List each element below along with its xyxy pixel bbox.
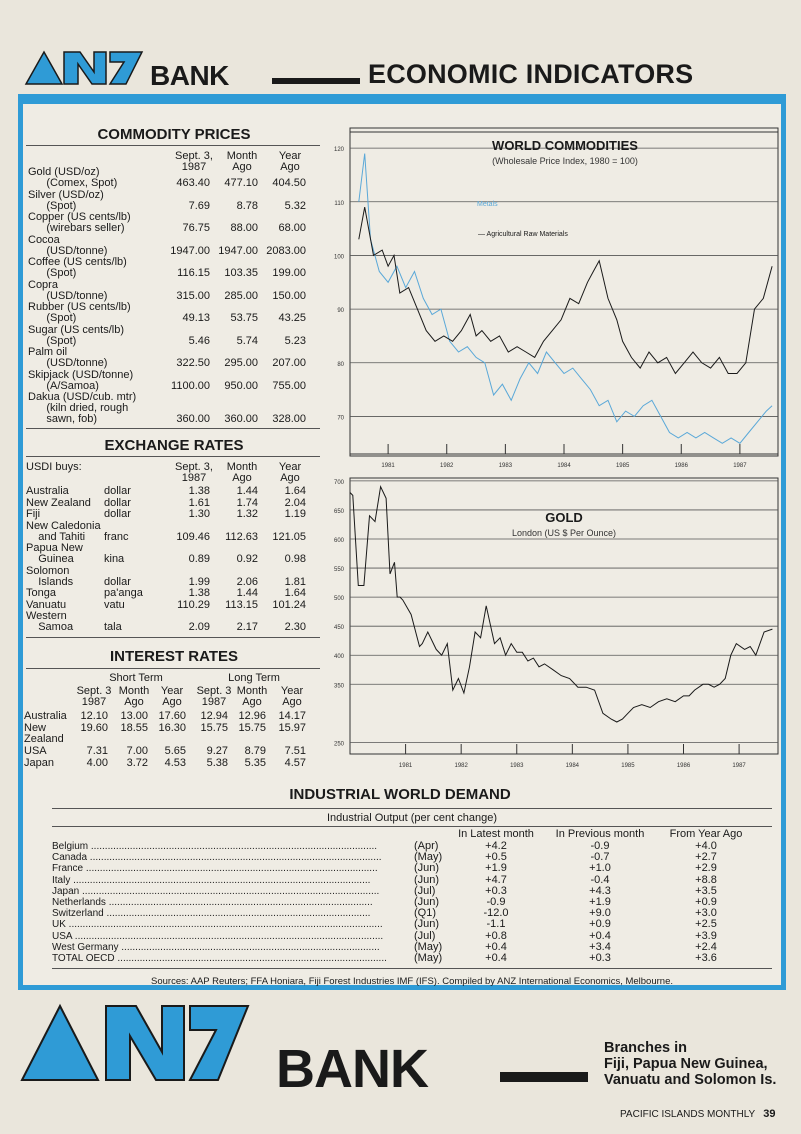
- magazine-name: PACIFIC ISLANDS MONTHLY: [620, 1109, 756, 1120]
- commodity-value: 5.74: [236, 334, 258, 347]
- commodity-value: 103.35: [224, 267, 258, 279]
- commodity-value: 199.00: [272, 267, 306, 279]
- x-tick-label: 1986: [676, 763, 691, 769]
- demand-value: +4.3: [589, 884, 611, 897]
- demand-value: +1.0: [589, 862, 611, 875]
- interest-country: Australia: [24, 710, 67, 722]
- y-tick-label: 400: [333, 654, 344, 661]
- interest-long-term: Long Term: [228, 672, 280, 684]
- commodity-row-label: Copra (USD/tonne): [28, 278, 108, 302]
- exchange-currency: kina: [104, 553, 125, 565]
- exchange-value: 0.92: [236, 553, 258, 565]
- demand-value: +3.4: [589, 940, 611, 953]
- commodity-value: 477.10: [224, 177, 258, 189]
- commodity-value: 7.69: [188, 199, 210, 212]
- exchange-country: New Zealand: [26, 496, 91, 509]
- header-bank-word: BANK: [150, 60, 229, 91]
- commodity-value: 150.00: [272, 289, 306, 302]
- commodity-value: 463.40: [176, 177, 210, 189]
- commodity-value: 1947.00: [218, 244, 258, 257]
- demand-value: +4.0: [695, 840, 717, 852]
- exchange-country: New Caledonia and Tahiti: [26, 519, 101, 543]
- x-tick-label: 1984: [565, 763, 580, 769]
- demand-period: (Jul): [414, 884, 436, 897]
- exchange-value: 110.29: [177, 598, 210, 611]
- demand-value: -1.1: [486, 918, 506, 931]
- x-tick-label: 1985: [615, 463, 630, 469]
- commodity-value: 1947.00: [170, 244, 210, 257]
- interest-value: 7.00: [126, 745, 148, 757]
- chart-title: GOLD: [545, 510, 583, 525]
- demand-title: INDUSTRIAL WORLD DEMAND: [289, 786, 511, 803]
- legend-metals: Metals: [477, 201, 498, 208]
- commodity-value: 5.46: [188, 334, 210, 347]
- exchange-currency: dollar: [104, 575, 131, 588]
- exchange-value: 1.64: [284, 587, 306, 599]
- interest-value: 12.96: [238, 710, 266, 722]
- y-tick-label: 700: [333, 479, 344, 486]
- ad-bank-word: BANK: [276, 1039, 428, 1099]
- interest-col-header: Sept. 3 1987: [76, 685, 112, 708]
- demand-value: +0.3: [485, 884, 507, 897]
- y-tick-label: 550: [333, 567, 344, 574]
- x-tick-label: 1981: [381, 463, 395, 469]
- exchange-value: 1.44: [236, 485, 258, 497]
- series-line: [359, 154, 772, 444]
- exchange-value: 2.30: [284, 621, 306, 633]
- demand-country: UK .................................................................................................................: [52, 919, 383, 931]
- anz-logo-large: [18, 1000, 250, 1084]
- exchange-value: 2.09: [188, 621, 210, 633]
- exchange-country: Australia: [26, 485, 69, 497]
- demand-value: +2.5: [695, 918, 717, 931]
- y-tick-label: 600: [333, 538, 344, 545]
- page-footer: [620, 1108, 775, 1120]
- demand-value: +4.2: [485, 840, 507, 852]
- interest-value: 12.10: [80, 710, 108, 722]
- commodity-value: 116.15: [177, 267, 210, 279]
- exchange-country: Fiji: [26, 508, 41, 520]
- exchange-title: EXCHANGE RATES: [104, 437, 244, 454]
- demand-country: Japan ...........................................................................................................: [52, 885, 380, 897]
- x-tick-label: 1981: [398, 763, 413, 769]
- commodity-value: 43.25: [278, 312, 306, 324]
- demand-country: West Germany .............................................................................................: [52, 941, 380, 953]
- interest-country: USA: [24, 745, 47, 757]
- demand-period: (Jun): [414, 896, 440, 908]
- commodity-row-label: Dakua (USD/cub. mtr) (kiln dried, rough sawn, fob): [28, 391, 137, 425]
- demand-value: +2.9: [695, 862, 717, 875]
- commodity-col-header: Year Ago: [278, 150, 302, 173]
- commodity-value: 76.75: [182, 222, 210, 234]
- ad-rule: [500, 1072, 588, 1082]
- exchange-value: 112.63: [225, 530, 258, 543]
- commodity-value: 1100.00: [171, 379, 210, 392]
- demand-country: Italy ...........................................................................................................: [52, 874, 371, 886]
- demand-value: +4.7: [485, 873, 507, 886]
- commodity-row-label: Copper (US cents/lb) (wirebars seller): [28, 211, 131, 234]
- commodity-value: 285.00: [224, 289, 258, 302]
- exchange-col-header: Month Ago: [226, 461, 258, 484]
- demand-period: (Apr): [414, 840, 439, 852]
- demand-rule-top: [52, 808, 772, 809]
- exchange-currency: pa'anga: [104, 587, 143, 599]
- exchange-value: 0.98: [284, 553, 306, 565]
- exchange-col-header: Sept. 3, 1987: [175, 461, 213, 484]
- demand-col-header: From Year Ago: [669, 828, 743, 840]
- y-tick-label: 650: [333, 508, 344, 515]
- interest-value: 7.31: [86, 745, 108, 757]
- exchange-currency: dollar: [104, 485, 131, 497]
- exchange-bottom-rule: [26, 637, 320, 638]
- exchange-country: Papua New Guinea: [26, 542, 83, 565]
- exchange-country: Tonga: [26, 587, 56, 599]
- y-tick-label: 70: [337, 415, 344, 422]
- demand-col-header: In Previous month: [555, 828, 645, 840]
- commodity-value: 68.00: [278, 222, 306, 234]
- header-rule: [272, 78, 360, 84]
- commodity-value: 404.50: [272, 177, 306, 189]
- exchange-col-header: Year Ago: [278, 461, 302, 484]
- commodity-rule: [26, 145, 320, 146]
- exchange-value: 1.38: [188, 485, 210, 497]
- commodity-row-label: Palm oil (USD/tonne): [28, 346, 108, 369]
- demand-value: -0.9: [486, 896, 506, 908]
- x-tick-label: 1984: [557, 463, 571, 469]
- commodity-row-label: Gold (USD/oz) (Comex, Spot): [28, 166, 118, 189]
- demand-period: (May): [414, 952, 443, 964]
- interest-value: 17.60: [158, 710, 186, 722]
- demand-value: +0.9: [695, 896, 717, 908]
- x-tick-label: 1982: [440, 463, 454, 469]
- demand-value: -0.9: [590, 840, 610, 852]
- exchange-value: 1.81: [284, 575, 306, 588]
- interest-col-header: Year Ago: [160, 685, 184, 708]
- exchange-value: 1.32: [236, 508, 258, 520]
- exchange-value: 1.38: [188, 587, 210, 599]
- demand-value: +0.3: [589, 952, 611, 964]
- chart-subtitle: (Wholesale Price Index, 1980 = 100): [492, 156, 638, 166]
- commodity-value: 207.00: [272, 357, 306, 369]
- demand-country: TOTAL OECD .................................................................................................: [52, 953, 387, 964]
- exchange-country: Vanuatu: [26, 598, 67, 611]
- x-tick-label: 1983: [510, 763, 524, 769]
- interest-country: Japan: [24, 757, 54, 769]
- exchange-value: 1.30: [188, 508, 210, 520]
- exchange-buys-label: USDI buys:: [26, 461, 82, 473]
- demand-value: +0.5: [485, 851, 507, 864]
- exchange-value: 1.64: [284, 485, 306, 497]
- anz-logo: [24, 48, 144, 86]
- demand-value: +0.4: [485, 940, 507, 953]
- exchange-value: 1.44: [236, 587, 258, 599]
- gold-chart: [332, 470, 782, 776]
- demand-subtitle: Industrial Output (per cent change): [327, 812, 497, 824]
- y-tick-label: 90: [337, 308, 344, 315]
- interest-value: 5.35: [244, 757, 266, 769]
- exchange-value: 2.04: [284, 496, 306, 509]
- commodity-row-label: Rubber (US cents/lb) (Spot): [28, 301, 131, 324]
- exchange-value: 1.19: [284, 508, 306, 520]
- commodity-row-label: Cocoa (USD/tonne): [28, 233, 108, 257]
- demand-period: (Jun): [414, 918, 440, 931]
- x-tick-label: 1985: [621, 763, 635, 769]
- commodity-value: 2083.00: [266, 244, 306, 257]
- commodity-value: 5.32: [284, 199, 306, 212]
- demand-value: +3.9: [695, 929, 717, 942]
- demand-value: +0.8: [485, 929, 507, 942]
- demand-country: Canada .........................................................................................................: [52, 852, 382, 864]
- demand-value: +2.4: [695, 940, 717, 953]
- exchange-currency: tala: [104, 621, 122, 633]
- interest-value: 9.27: [206, 745, 228, 757]
- demand-value: +8.8: [695, 873, 717, 886]
- commodity-value: 360.00: [224, 413, 258, 425]
- demand-country: Switzerland ...............................................................................................: [52, 908, 371, 920]
- demand-value: +3.6: [695, 952, 717, 964]
- interest-value: 14.17: [278, 710, 306, 722]
- exchange-value: 113.15: [225, 598, 258, 611]
- exchange-value: 2.17: [236, 621, 258, 633]
- exchange-value: 109.46: [176, 530, 210, 543]
- demand-value: +1.9: [485, 862, 507, 875]
- demand-col-header: In Latest month: [458, 828, 534, 840]
- demand-value: +2.7: [695, 851, 717, 864]
- demand-value: -0.7: [590, 851, 610, 864]
- exchange-currency: franc: [104, 530, 129, 543]
- interest-value: 15.75: [238, 722, 266, 734]
- exchange-currency: vatu: [104, 598, 125, 611]
- interest-value: 19.60: [80, 722, 108, 734]
- exchange-value: 1.74: [236, 496, 258, 509]
- chart-border: [350, 128, 778, 456]
- demand-value: +0.4: [589, 929, 611, 942]
- y-tick-label: 500: [333, 596, 344, 603]
- commodity-value: 315.00: [176, 289, 210, 302]
- interest-title: INTEREST RATES: [109, 648, 239, 665]
- demand-period: (May): [414, 940, 443, 953]
- x-tick-label: 1987: [732, 763, 746, 769]
- demand-value: +1.9: [589, 896, 611, 908]
- y-tick-label: 450: [333, 625, 344, 632]
- demand-country: Belgium .......................................................................................................: [52, 841, 378, 852]
- interest-col-header: Sept. 3 1987: [196, 685, 232, 708]
- interest-short-term: Short Term: [109, 672, 163, 684]
- x-tick-label: 1983: [498, 463, 513, 469]
- world-commodities-chart: [332, 126, 782, 470]
- interest-value: 3.72: [126, 757, 148, 769]
- exchange-rule: [26, 456, 320, 457]
- exchange-value: 0.89: [188, 553, 210, 565]
- commodity-row-label: Skipjack (USD/tonne) (A/Samoa): [28, 368, 134, 392]
- exchange-value: 101.24: [272, 598, 306, 611]
- x-tick-label: 1987: [733, 463, 747, 469]
- interest-value: 15.75: [200, 722, 228, 734]
- interest-value: 4.57: [284, 757, 306, 769]
- commodity-value: 755.00: [272, 379, 306, 392]
- y-tick-label: 120: [333, 147, 344, 154]
- x-tick-label: 1986: [674, 463, 688, 469]
- demand-value: +0.4: [485, 952, 507, 964]
- y-tick-label: 110: [334, 200, 344, 207]
- y-tick-label: 80: [337, 361, 344, 368]
- exchange-country: Solomon Islands: [26, 564, 74, 588]
- commodity-col-header: Sept. 3, 1987: [175, 150, 213, 173]
- commodity-value: 53.75: [230, 312, 258, 324]
- demand-rule-2: [52, 826, 772, 827]
- demand-country: USA ...............................................................................................................: [52, 930, 384, 942]
- commodity-value: 950.00: [224, 379, 258, 392]
- interest-value: 4.53: [164, 757, 186, 769]
- commodity-title: COMMODITY PRICES: [97, 126, 251, 143]
- y-tick-label: 350: [333, 683, 344, 690]
- commodity-value: 295.00: [224, 357, 258, 369]
- demand-rule-bottom: [52, 968, 772, 969]
- sources-note: Sources: AAP Reuters; FFA Honiara, Fiji Forest Industries IMF (IFS). Compiled by ANZ International Economics, Melbourne.: [151, 976, 673, 987]
- commodity-row-label: Sugar (US cents/lb) (Spot): [28, 323, 124, 347]
- interest-value: 18.55: [120, 722, 148, 734]
- interest-col-header: Month Ago: [236, 685, 268, 708]
- commodity-col-header: Month Ago: [226, 150, 258, 173]
- interest-value: 12.94: [200, 710, 228, 722]
- exchange-country: Western Samoa: [26, 610, 74, 633]
- plot-frame: [350, 132, 778, 454]
- demand-value: -0.4: [590, 873, 610, 886]
- chart-title: WORLD COMMODITIES: [492, 138, 638, 153]
- exchange-currency: dollar: [104, 508, 131, 520]
- demand-period: (Jul): [414, 929, 436, 942]
- interest-value: 7.51: [284, 745, 306, 757]
- demand-value: +3.0: [695, 907, 717, 920]
- interest-col-header: Month Ago: [118, 685, 150, 708]
- interest-value: 13.00: [120, 710, 148, 722]
- page-title: ECONOMIC INDICATORS: [368, 59, 694, 89]
- demand-value: +3.5: [695, 884, 717, 897]
- interest-value: 5.38: [206, 757, 228, 769]
- y-tick-label: 250: [333, 741, 344, 748]
- commodity-value: 5.23: [284, 334, 306, 347]
- interest-country: New Zealand: [24, 722, 64, 745]
- exchange-value: 1.99: [188, 575, 210, 588]
- demand-period: (Jun): [414, 862, 440, 875]
- interest-col-header: Year Ago: [280, 685, 304, 708]
- commodity-bottom-rule: [26, 428, 320, 429]
- demand-value: +9.0: [589, 907, 611, 920]
- x-tick-label: 1982: [454, 763, 468, 769]
- y-tick-label: 100: [333, 254, 344, 261]
- demand-period: (May): [414, 851, 443, 864]
- demand-value: +0.9: [589, 918, 611, 931]
- commodity-row-label: Coffee (US cents/lb) (Spot): [28, 256, 127, 279]
- commodity-row-label: Silver (USD/oz) (Spot): [28, 188, 104, 212]
- commodity-value: 8.78: [236, 199, 258, 212]
- demand-period: (Q1): [414, 907, 436, 920]
- exchange-value: 2.06: [236, 575, 258, 588]
- chart-subtitle: London (US $ Per Ounce): [511, 528, 617, 538]
- exchange-currency: dollar: [104, 496, 131, 509]
- interest-rule: [26, 668, 320, 669]
- commodity-value: 328.00: [272, 413, 306, 425]
- commodity-value: 322.50: [176, 357, 210, 369]
- interest-value: 16.30: [158, 722, 186, 734]
- demand-value: -12.0: [483, 907, 509, 920]
- interest-value: 5.65: [164, 745, 186, 757]
- commodity-value: 49.13: [182, 312, 210, 324]
- commodity-value: 360.00: [176, 413, 210, 425]
- demand-country: France .........................................................................................................: [52, 863, 378, 875]
- exchange-value: 121.05: [272, 530, 306, 543]
- ad-branches-text: Branches in Fiji, Papua New Guinea, Vanuatu and Solomon Is.: [604, 1040, 777, 1088]
- interest-value: 8.79: [244, 745, 266, 757]
- exchange-value: 1.61: [188, 496, 210, 509]
- page-number: 39: [763, 1108, 776, 1120]
- legend-agricultural: — Agricultural Raw Materials: [478, 231, 568, 238]
- interest-value: 15.97: [278, 722, 306, 734]
- anz-logo-shapes: [26, 52, 142, 84]
- commodity-value: 88.00: [230, 222, 258, 234]
- demand-country: Netherlands ...............................................................................................: [52, 897, 373, 908]
- interest-value: 4.00: [86, 757, 108, 769]
- demand-period: (Jun): [414, 873, 440, 886]
